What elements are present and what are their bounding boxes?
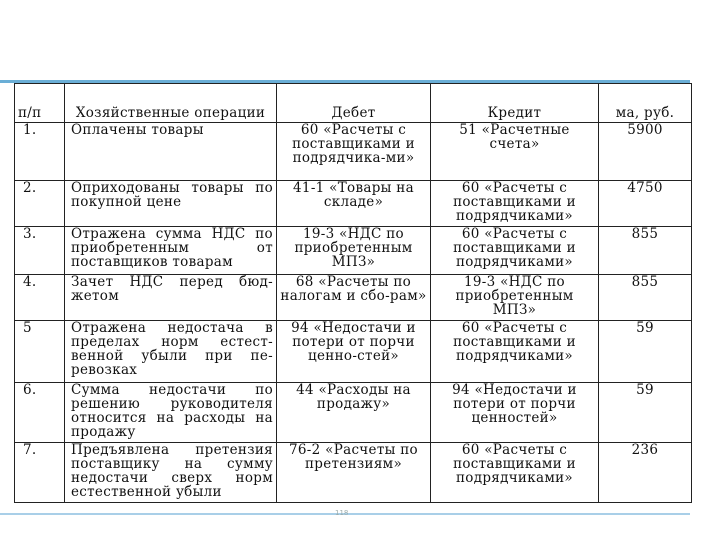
row-operation: Зачет НДС перед бюд-жетом <box>65 275 277 321</box>
header-credit: Кредит <box>431 84 599 123</box>
row-num: 2. <box>15 181 65 227</box>
row-amount: 855 <box>599 227 692 275</box>
header-debit: Дебет <box>277 84 431 123</box>
row-num: 6. <box>15 383 65 443</box>
row-debit: 41-1 «Товары на складе» <box>277 181 431 227</box>
header-operation: Хозяйственные операции <box>65 84 277 123</box>
row-num: 5 <box>15 321 65 383</box>
row-num: 7. <box>15 443 65 503</box>
row-credit: 60 «Расчеты с поставщиками и подрядчиками» <box>431 227 599 275</box>
row-credit: 19-3 «НДС по приобретенным МПЗ» <box>431 275 599 321</box>
header-num: п/п <box>15 84 65 123</box>
row-operation: Оприходованы товары по покупной цене <box>65 181 277 227</box>
table-header-row <box>15 84 692 123</box>
row-credit: 94 «Недостачи и потери от порчи ценностей» <box>431 383 599 443</box>
row-credit: 60 «Расчеты с поставщиками и подрядчиками» <box>431 321 599 383</box>
row-amount: 4750 <box>599 181 692 227</box>
row-operation: Отражена недостача в пределах норм естест-венной убыли при пе-ревозках <box>65 321 277 383</box>
table-row <box>15 123 692 181</box>
row-debit: 94 «Недостачи и потери от порчи ценно-стей» <box>277 321 431 383</box>
table-row <box>15 321 692 383</box>
row-amount: 59 <box>599 321 692 383</box>
row-debit: 76-2 «Расчеты по претензиям» <box>277 443 431 503</box>
row-credit: 60 «Расчеты с поставщиками и подрядчиками» <box>431 443 599 503</box>
row-credit: 60 «Расчеты с поставщиками и подрядчиками» <box>431 181 599 227</box>
table-row <box>15 181 692 227</box>
row-debit: 19-3 «НДС по приобретенным МПЗ» <box>277 227 431 275</box>
table-row <box>15 383 692 443</box>
row-num: 4. <box>15 275 65 321</box>
row-operation: Оплачены товары <box>65 123 277 181</box>
row-amount: 59 <box>599 383 692 443</box>
row-debit: 68 «Расчеты по налогам и сбо-рам» <box>277 275 431 321</box>
page-number: 118 <box>335 509 349 517</box>
row-amount: 5900 <box>599 123 692 181</box>
row-num: 1. <box>15 123 65 181</box>
row-amount: 855 <box>599 275 692 321</box>
row-debit: 60 «Расчеты с поставщиками и подрядчика-ми» <box>277 123 431 181</box>
row-num: 3. <box>15 227 65 275</box>
table-row <box>15 443 692 503</box>
table-row <box>15 227 692 275</box>
row-operation: Предъявлена претензия поставщику на сумму недостачи сверх норм естественной убыли <box>65 443 277 503</box>
row-operation: Сумма недостачи по решению руководителя относится на расходы на продажу <box>65 383 277 443</box>
row-amount: 236 <box>599 443 692 503</box>
row-debit: 44 «Расходы на продажу» <box>277 383 431 443</box>
row-operation: Отражена сумма НДС по приобретенным от поставщиков товарам <box>65 227 277 275</box>
table-row <box>15 275 692 321</box>
header-amount: ма, руб. <box>599 84 692 123</box>
journal-entries-table <box>14 83 691 507</box>
row-credit: 51 «Расчетные счета» <box>431 123 599 181</box>
